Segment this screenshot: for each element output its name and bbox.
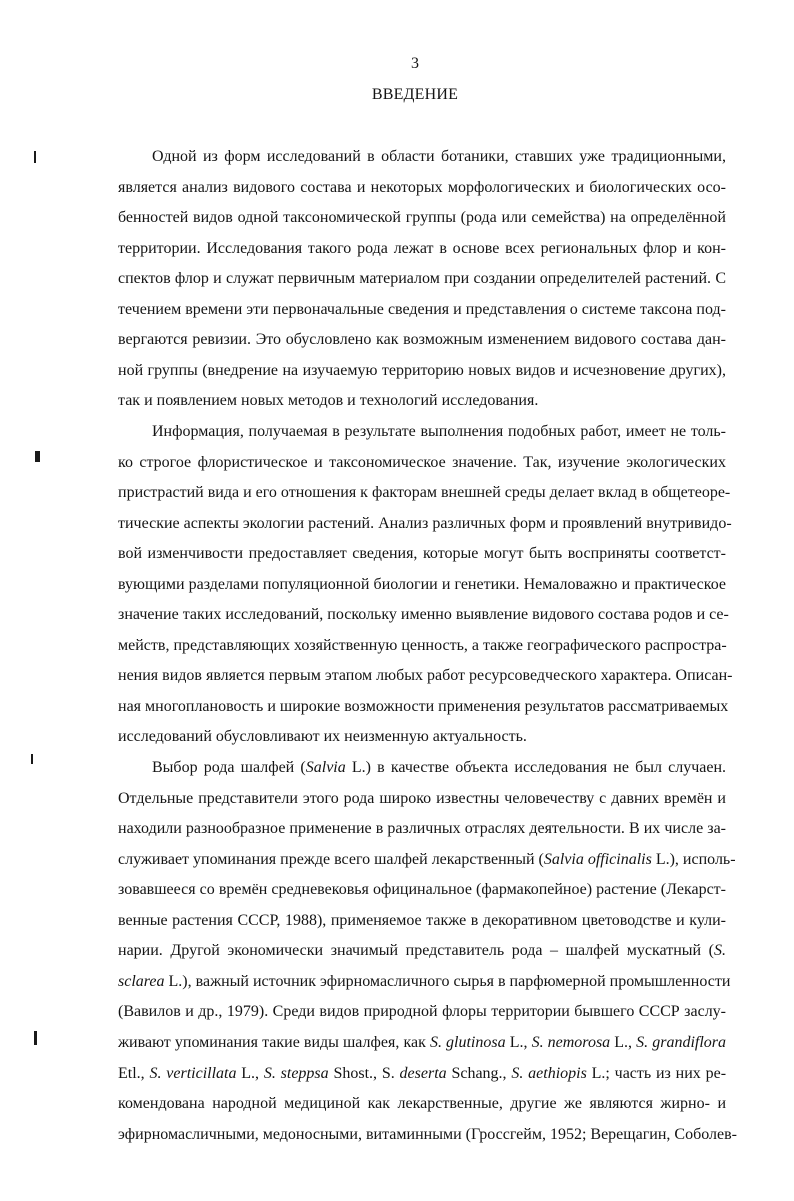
text-segment: спектов флор и служат первичным материалом при создании определителей растений. С	[118, 270, 726, 288]
text-segment: территории. Исследования такого рода лежат в основе всех региональных флор и кон-	[118, 239, 726, 257]
text-line	[118, 1124, 737, 1146]
text-segment: находили разнообразное применение в различных отраслях деятельности. В их числе за-	[118, 820, 726, 838]
scan-mark	[34, 1031, 37, 1045]
text-segment: служивает упоминания прежде всего шалфей лекарственный (	[118, 850, 544, 868]
italic-term: S. verticillata	[149, 1064, 237, 1082]
text-segment: вующими разделами популяционной биологии и генетики. Немаловажно и практическое	[118, 575, 726, 593]
italic-term: sclarea	[118, 972, 165, 990]
text-segment: (Вавилов и др., 1979). Среди видов природной флоры территории бывшего СССР заслу-	[118, 1003, 726, 1021]
text-segment: L.; часть из них ре-	[586, 1064, 727, 1082]
text-line	[118, 940, 726, 962]
text-line	[118, 971, 731, 993]
text-segment: вергаются ревизии. Это обусловлено как возможным изменением видового состава дан-	[118, 331, 726, 349]
text-line	[118, 207, 726, 229]
italic-term: S. nemorosa	[531, 1033, 611, 1051]
text-segment: так и появлением новых методов и технологий исследования.	[118, 392, 539, 410]
text-segment: Shost., S.	[328, 1064, 400, 1082]
text-line	[118, 329, 726, 351]
text-line	[118, 574, 726, 596]
text-segment: L.), исполь-	[651, 850, 736, 868]
text-line	[118, 390, 726, 412]
text-line	[118, 788, 726, 810]
text-segment: L.,	[610, 1033, 637, 1051]
text-line	[118, 604, 729, 626]
text-line	[118, 879, 726, 901]
text-line	[118, 452, 726, 474]
text-segment: является анализ видового состава и некоторых морфологических и биологических осо-	[118, 178, 726, 196]
text-segment: Etl.,	[118, 1064, 150, 1082]
italic-term: deserta	[399, 1064, 447, 1082]
text-line	[118, 482, 731, 504]
text-segment: нарии. Другой экономически значимый представитель рода – шалфей мускатный (	[118, 942, 714, 960]
text-line	[118, 513, 732, 535]
text-segment: тические аспекты экологии растений. Анализ различных форм и проявлений внутривидо-	[118, 514, 732, 532]
text-segment: пристрастий вида и его отношения к факторам внешней среды делает вклад в общетеоре-	[118, 484, 731, 502]
text-line	[118, 177, 726, 199]
text-segment: ной группы (внедрение на изучаемую территорию новых видов и исчезновение других),	[118, 361, 726, 379]
scan-mark	[34, 151, 36, 163]
text-line	[118, 849, 736, 871]
page-number: 3	[411, 55, 419, 72]
text-segment: Информация, получаемая в результате выполнения подобных работ, имеет не толь-	[152, 422, 726, 440]
text-segment: L.), важный источник эфирномасличного сырья в парфюмерной промышленности	[164, 972, 731, 990]
text-segment: эфирномасличными, медоносными, витаминными (Гроссгейм, 1952; Верещагин, Соболев-	[118, 1125, 737, 1143]
text-segment: течением времени эти первоначальные сведения и представления о системе таксона под-	[118, 300, 726, 318]
text-line	[118, 1001, 726, 1023]
text-segment: вой изменчивости предоставляет сведения, которые могут быть восприняты соответст-	[118, 545, 726, 563]
text-segment: L.,	[505, 1033, 532, 1051]
text-segment: Schang.,	[446, 1064, 512, 1082]
text-segment: значение таких исследований, поскольку именно выявление видового состава родов и се-	[118, 606, 729, 624]
text-segment: Выбор рода шалфей (	[152, 759, 306, 776]
text-segment: ко строгое флористическое и таксономическое значение. Так, изучение экологических	[118, 453, 726, 471]
text-segment: ная многоплановость и широкие возможности применения результатов рассматриваемых	[118, 697, 729, 715]
italic-term: Salvia officinalis	[543, 850, 652, 868]
text-segment: нения видов является первым этапом любых работ ресурсоведческого характера. Описан-	[118, 667, 733, 685]
text-segment: Отдельные представители этого рода широко известны человечеству с давних времён и	[118, 789, 726, 807]
text-line	[118, 1063, 726, 1085]
text-segment: исследований обусловливают их неизменную актуальность.	[118, 728, 527, 746]
text-line	[118, 268, 726, 290]
text-line	[118, 543, 726, 565]
text-segment: бенностей видов одной таксономической группы (рода или семейства) на определённой	[118, 209, 726, 227]
text-segment: Одной из форм исследований в области ботаники, ставших уже традиционными,	[152, 148, 726, 165]
text-line	[118, 910, 726, 932]
italic-term: Salvia	[305, 759, 346, 776]
scan-mark	[35, 451, 40, 462]
text-line	[118, 818, 726, 840]
text-segment: венные растения СССР, 1988), применяемое также в декоративном цветоводстве и кули-	[118, 911, 726, 929]
text-segment: L.,	[236, 1064, 264, 1082]
text-segment: мейств, представляющих хозяйственную ценность, а также географического распростра-	[118, 636, 727, 654]
text-segment: комендована народной медициной как лекарственные, другие же являются жирно- и	[118, 1095, 726, 1113]
italic-term: S. grandiflora	[636, 1033, 727, 1051]
italic-term: S. glutinosa	[429, 1033, 506, 1051]
text-segment: живают упоминания такие виды шалфея, как	[118, 1033, 430, 1051]
text-segment: зовавшееся со времён средневековья официнальное (фармакопейное) растение (Лекарст-	[118, 881, 726, 899]
text-line	[118, 665, 733, 687]
text-line	[118, 1093, 726, 1115]
scan-mark	[31, 754, 33, 764]
text-line	[152, 421, 726, 443]
text-line	[118, 635, 726, 657]
text-line	[118, 696, 729, 718]
text-line	[118, 299, 726, 321]
italic-term: S.	[714, 942, 726, 960]
text-segment: L.) в качестве объекта исследования не был случаен.	[345, 759, 727, 776]
text-line	[118, 360, 726, 382]
text-line	[152, 757, 726, 779]
text-line	[118, 1032, 726, 1054]
text-line	[118, 238, 726, 260]
italic-term: S. aethiopis	[511, 1064, 587, 1082]
italic-term: S. steppsa	[263, 1064, 329, 1082]
text-line	[118, 726, 726, 748]
text-line	[152, 146, 726, 168]
page-title: ВВЕДЕНИЕ	[371, 86, 459, 103]
